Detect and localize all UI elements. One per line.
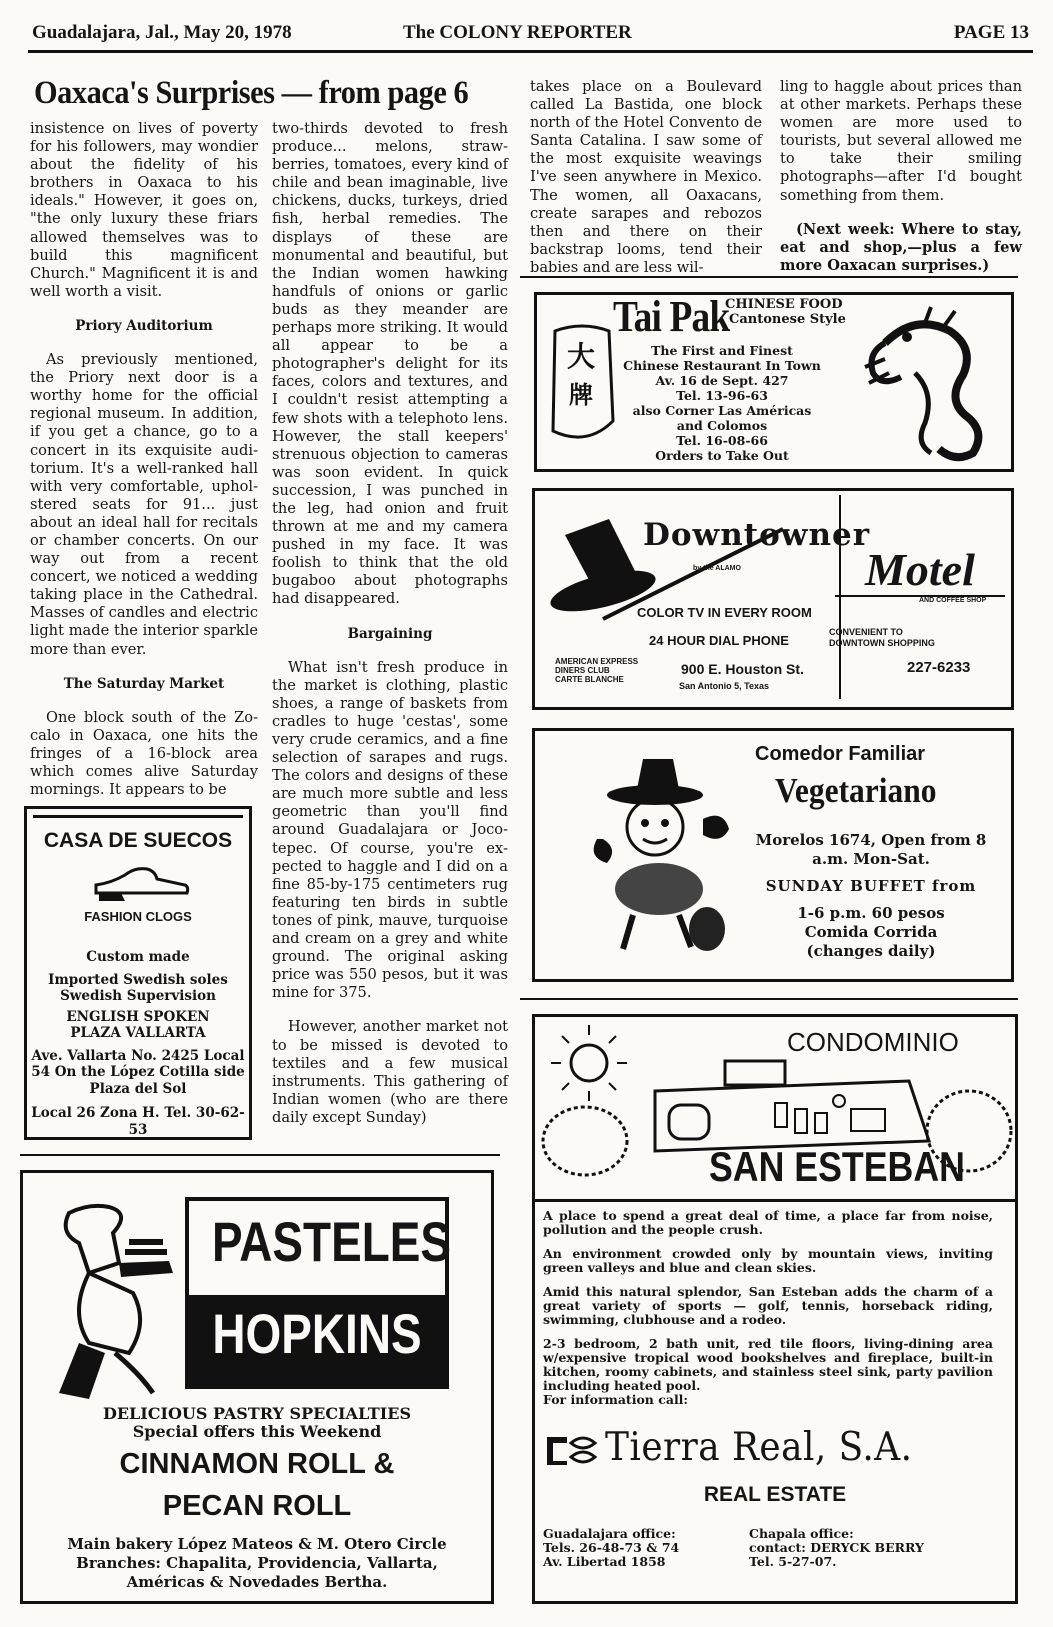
office-line: Tel. 5-27-07. xyxy=(749,1554,837,1569)
vegetariano-word: Vegetariano xyxy=(775,771,937,810)
card-name: CARTE BLANCHE xyxy=(555,675,624,684)
san-esteban-name: SAN ESTEBAN xyxy=(709,1143,965,1190)
taipak-line: Tel. 16-08-66 xyxy=(676,433,768,448)
casa-line: Ave. Vallarta No. 2425 Local xyxy=(31,1047,245,1064)
taipak-name: Tai Pak xyxy=(613,292,730,341)
ad-san-esteban xyxy=(532,1014,1018,1604)
copy-paragraph: For information call: xyxy=(543,1392,689,1407)
pasteles-product: CINNAMON ROLL & xyxy=(119,1448,395,1480)
casa-subtitle: FASHION CLOGS xyxy=(84,909,192,924)
vegetable-mascot-icon xyxy=(583,749,743,959)
taipak-line: Av. 16 de Sept. 427 xyxy=(655,373,789,388)
paragraph: ling to haggle about prices than at other markets. Perhaps these women are more used to tourists, but several allowed me to take their smiling photographs—after I'd bought something from them. xyxy=(780,78,1022,204)
separator-rule xyxy=(520,276,1018,278)
comedor-details xyxy=(731,831,1011,961)
subhead-bargaining: Bargaining xyxy=(347,625,433,642)
casa-line: PLAZA VALLARTA xyxy=(70,1025,206,1041)
copy-paragraph: 2-3 bedroom, 2 bath unit, red tile floors, living-dining area w/expensive tropical wood bookshelves and fireplace, built-in kitchen, roomy cabinets, and stainless steel sink, party pavilion including heated pool. xyxy=(543,1336,993,1393)
pasteles-products xyxy=(23,1443,491,1527)
casa-line: Plaza del Sol xyxy=(89,1080,187,1097)
comedor-line: Morelos 1674, Open from 8 xyxy=(755,831,987,849)
motel-phone: 227-6233 xyxy=(907,659,971,676)
taipak-details xyxy=(607,343,837,463)
svg-text:牌: 牌 xyxy=(569,381,593,409)
office-line: Av. Libertad 1858 xyxy=(543,1554,666,1569)
copy-paragraph: A place to spend a great deal of time, a place far from noise, pollution and the people crush. xyxy=(543,1208,993,1237)
convenient-note: CONVENIENT TO DOWNTOWN SHOPPING xyxy=(829,627,935,648)
comedor-line: Comida Corrida xyxy=(804,923,938,941)
article-column-2 xyxy=(272,120,508,1127)
motel-address: 900 E. Houston St. xyxy=(681,661,804,677)
taipak-line: also Corner Las Américas xyxy=(632,403,812,418)
taipak-line: Orders to Take Out xyxy=(655,448,789,463)
card-name: AMERICAN EXPRESS xyxy=(555,657,639,666)
separator-rule xyxy=(520,998,1018,1000)
copy-paragraph: Amid this natural splendor, San Esteban adds the charm of a great variety of sports — golf, tennis, horseback riding, swimming, clubhouse and a rodeo. xyxy=(543,1284,993,1327)
taipak-tag: CHINESE FOOD xyxy=(725,297,843,312)
comedor-line: (changes daily) xyxy=(806,942,936,960)
casa-line: Swedish Supervision xyxy=(60,988,216,1004)
separator-rule xyxy=(20,1154,500,1156)
office-line: Chapala office: xyxy=(749,1526,854,1541)
taipak-line: and Colomos xyxy=(676,418,768,433)
article-column-3 xyxy=(530,78,762,277)
copy-paragraph: An environment crowded only by mountain views, inviting green valleys and blue and clean skies. xyxy=(543,1246,993,1275)
coffee-shop: AND COFFEE SHOP xyxy=(919,597,987,604)
casa-line: Local 26 Zona H. Tel. 30-62-53 xyxy=(31,1105,245,1138)
office-line: Guadalajara office: xyxy=(543,1526,676,1541)
next-week-note: (Next week: Where to stay, eat and shop,—plus a few more Oaxacan surprises.) xyxy=(780,220,1022,274)
comedor-title: Comedor Familiar xyxy=(755,743,926,765)
subhead-priory-auditorium: Priory Auditorium xyxy=(75,317,213,334)
motel-word: Motel xyxy=(865,544,975,595)
pasteles-line: Américas & Novedades Bertha. xyxy=(126,1573,388,1591)
page-number: PAGE 13 xyxy=(953,22,1029,43)
downtowner-name: Downtowner xyxy=(643,517,871,553)
article-column-1 xyxy=(30,120,258,799)
paragraph: As previously mentioned, the Priory next door is a worthy home for the official regional museum. In addition, if you get a chance, go to a concert in its exquisite auditorium. It's a well-ranked hall with very comfortable, upholstered seats for 91... just about an ideal hall for recitals or chamber concerts. On our way out from a recent concert, we noticed a wedding taking place in the Cathedral. Masses of candles and electric light made the interior sparkle more than ever. xyxy=(30,351,258,658)
paragraph: However, another market not to be missed is devoted to textiles and a few musical instruments. This gathering of Indian women (who are there daily except Sunday) xyxy=(272,1018,508,1126)
comedor-line: 1-6 p.m. 60 pesos xyxy=(797,904,945,922)
clog-icon xyxy=(91,861,191,903)
subhead-saturday-market: The Saturday Market xyxy=(63,675,225,692)
casa-line: Custom made xyxy=(86,949,190,965)
header-rule xyxy=(28,50,1033,53)
real-estate-label: REAL ESTATE xyxy=(703,1483,847,1506)
svg-text:大: 大 xyxy=(566,340,596,373)
taipak-tag: Cantonese Style xyxy=(729,312,846,327)
taipak-line: The First and Finest xyxy=(651,343,793,358)
ad-casa-de-suecos xyxy=(24,806,252,1140)
ad-downtowner-motel xyxy=(532,488,1014,710)
office-line: Tels. 26-48-73 & 74 xyxy=(543,1540,680,1555)
article-headline: Oaxaca's Surprises — from page 6 xyxy=(34,75,469,111)
pasteles-specials xyxy=(23,1405,491,1441)
pasteles-word: PASTELES xyxy=(212,1210,452,1273)
chef-icon xyxy=(49,1203,189,1403)
dateline: Guadalajara, Jal., May 20, 1978 xyxy=(32,22,292,43)
pasteles-line: DELICIOUS PASTRY SPECIALTIES xyxy=(102,1404,412,1423)
pasteles-product: PECAN ROLL xyxy=(162,1490,352,1522)
taipak-tagline xyxy=(725,297,846,327)
taipak-line: Tel. 13-96-63 xyxy=(676,388,768,403)
by-alamo: by the ALAMO xyxy=(693,565,741,572)
chapala-office xyxy=(749,1527,924,1569)
dragon-icon xyxy=(855,303,1003,463)
guadalajara-office xyxy=(543,1527,679,1569)
condominio-word: CONDOMINIO xyxy=(787,1027,959,1057)
article-column-4 xyxy=(780,78,1022,275)
ad-tai-pak xyxy=(534,292,1014,472)
casa-line: ENGLISH SPOKEN xyxy=(66,1008,210,1025)
phone-feature: 24 HOUR DIAL PHONE xyxy=(649,633,789,648)
comedor-line: SUNDAY BUFFET from xyxy=(765,877,977,895)
ad-rule xyxy=(532,1199,1018,1202)
ad-comedor-vegetariano xyxy=(532,728,1014,982)
office-line: contact: DERYCK BERRY xyxy=(749,1540,924,1555)
pasteles-line: Special offers this Weekend xyxy=(132,1422,382,1441)
tv-feature: COLOR TV IN EVERY ROOM xyxy=(637,605,812,620)
tierra-real-logo-icon xyxy=(543,1433,599,1469)
pasteles-logo-box xyxy=(185,1197,452,1389)
taipak-line: Chinese Restaurant In Town xyxy=(623,358,821,373)
credit-cards xyxy=(555,657,638,684)
motel-city: San Antonio 5, Texas xyxy=(679,681,770,691)
newspaper-name: The COLONY REPORTER xyxy=(403,22,632,43)
pasteles-line: Branches: Chapalita, Providencia, Vallarta, xyxy=(76,1554,438,1572)
comedor-line: a.m. Mon-Sat. xyxy=(812,850,930,868)
casa-title: CASA DE SUECOS xyxy=(43,829,233,852)
casa-line: Imported Swedish soles xyxy=(48,971,228,988)
casa-details xyxy=(31,949,245,1138)
casa-line: 54 On the López Cotilla side xyxy=(31,1064,245,1080)
ad-rule xyxy=(33,815,243,818)
tierra-real-name: Tierra Real, S.A. xyxy=(605,1425,913,1470)
paragraph: One block south of the Zocalo in Oaxaca, one hits the fringes of a 16-block area which comes alive Saturday mornings. It appears to be xyxy=(30,708,258,799)
paragraph: insistence on lives of poverty for his followers, may wondier about the fidelity of his brothers in Oaxaca to his ideals." However, it goes on, "the only luxury these friars allowed themselves was to build this magnificent Church." Magnificent it is and well worth a visit. xyxy=(30,120,258,300)
pasteles-line: Main bakery López Mateos & M. Otero Circle xyxy=(67,1535,447,1553)
paragraph: two-thirds devoted to fresh produce... melons, strawberries, tomatoes, every kind of chile and bean imaginable, live chickens, ducks, turkeys, dried fish, herbal remedies. The displays of these are monumental and beautiful, but the Indian women hawking handfuls of onions or garlic buds as they meander are perhaps more striking. It would all appear to be a photographer's delight for its faces, colors and textures, and I couldn't resist attempting a few shots with a telephoto lens. However, the stall keepers' strenuous objection to cameras was soon evident. In quick succession, I was punched in the leg, had onion and fruit thrown at me and my camera pushed in my face. It was foolish to think that the old bugaboo about photographs had disappeared. xyxy=(272,120,508,608)
san-esteban-copy xyxy=(543,1209,993,1407)
pasteles-branches xyxy=(23,1535,491,1592)
hopkins-word: HOPKINS xyxy=(212,1302,422,1365)
paragraph: What isn't fresh produce in the market is clothing, plastic shoes, a range of baskets from cradles to huge 'cestas', some very crude ceramics, and a fine selection of sarapes and rugs. The colors and designs of these are much more subtle and less geometric than you'll find around Guadalajara or Jocotepec. Of course, you're expected to haggle and I did on a fine 85-by-175 centimeters rug featuring ten birds in subtle tones of pink, mauve, turquoise and cream on a grey and white ground. The original asking price was 550 pesos, but it was mine for 375. xyxy=(272,658,508,1002)
paragraph: takes place on a Boulevard called La Bastida, one block north of the Hotel Convento de Santa Catalina. I saw some of the most exquisite weavings I've seen anywhere in Mexico. The women, all Oaxacans, create sarapes and rebozos then and there on their backstrap looms, tend their babies and are less wil- xyxy=(530,78,762,276)
card-name: DINERS CLUB xyxy=(555,666,610,675)
ad-pasteles-hopkins xyxy=(20,1170,494,1604)
